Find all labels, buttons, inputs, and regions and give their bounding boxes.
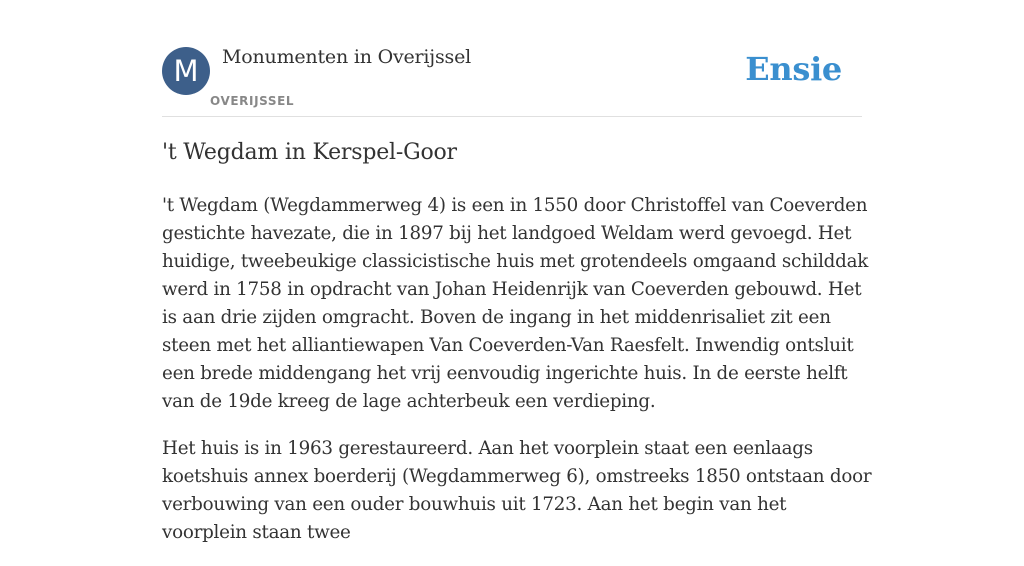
ensie-logo[interactable]: Ensie bbox=[745, 50, 842, 88]
article-paragraph: Het huis is in 1963 gerestaureerd. Aan het voorplein staat een eenlaags koetshuis annex boerderij (Wegdammerweg 6), omstreeks 1850 ontstaan door verbouwing van een ouder bouwhuis uit 1723. Aan het begin van het voorplein staan twee bbox=[162, 438, 872, 543]
category-label[interactable]: OVERIJSSEL bbox=[210, 94, 295, 108]
avatar[interactable]: M bbox=[162, 47, 210, 95]
site-title[interactable]: Monumenten in Overijssel bbox=[222, 46, 472, 68]
article-title: 't Wegdam in Kerspel-Goor bbox=[162, 140, 457, 165]
article-paragraph: 't Wegdam (Wegdammerweg 4) is een in 1550 door Christoffel van Coeverden gestichte havezate, die in 1897 bij het landgoed Weldam werd gevoegd. Het huidige, tweebeukige classicistische huis met grotendeels omgaand schilddak werd in 1758 in opdracht van Johan Heidenrijk van Coeverden gebouwd. Het is aan drie zijden omgracht. Boven de ingang in het middenrisaliet zit een steen met het alliantiewapen Van Coeverden-Van Raesfelt. Inwendig ontsluit een brede middengang het vrij eenvoudig ingerichte huis. In de eerste helft van de 19de kreeg de lage achterbeuk een verdieping. bbox=[162, 195, 869, 412]
article-body bbox=[162, 192, 874, 566]
site-header bbox=[162, 46, 862, 117]
